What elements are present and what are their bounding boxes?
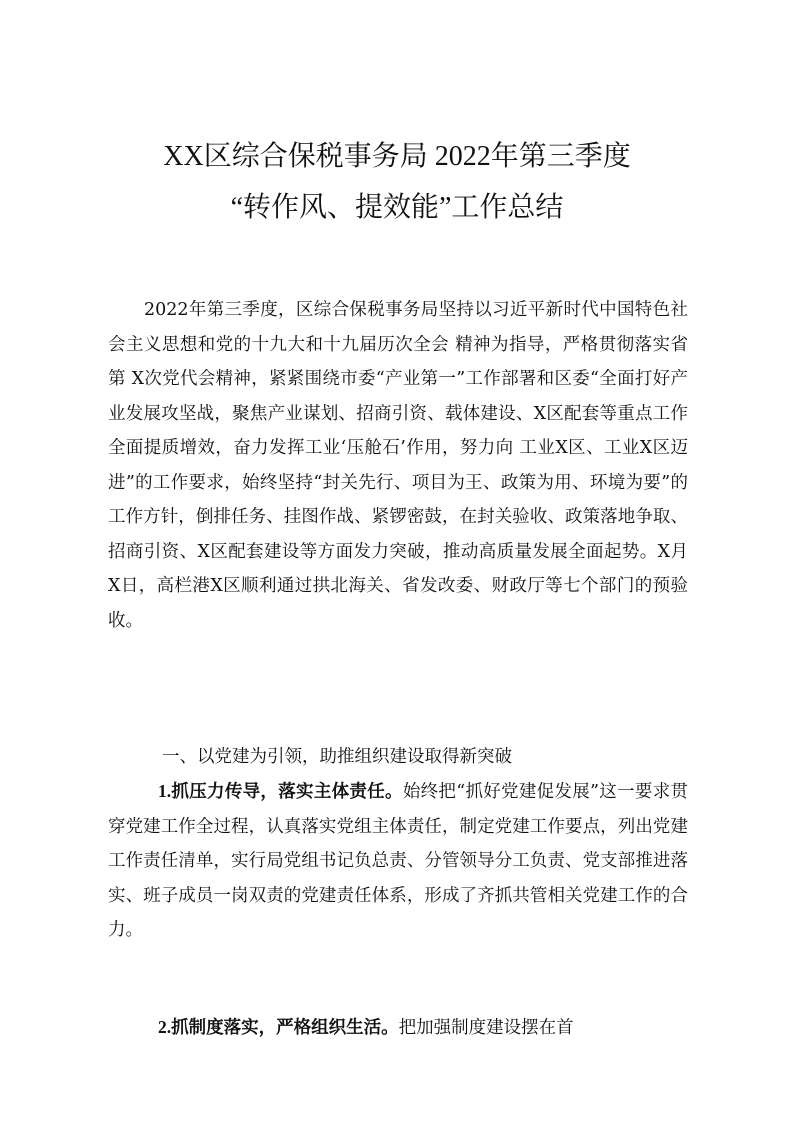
intro-paragraph: 2022年第三季度，区综合保税事务局坚持以习近平新时代中国特色社会主义思想和党的十九大和十九届历次全会 精神为指导，严格贯彻落实省第 X次党代会精神，紧紧围绕市委“产业第一”工作部署和区委“全面打好产业发展攻坚战，聚焦产业谋划、招商引资、载体建设、X区配套等重点工作全面提质增效，奋力发挥工业‘压舱石’作用，努力向 工业X区、工业X区迈进”的工作要求，始终坚持“封关先行、项目为王、政策为用、环境为要”的工作方针，倒排任务、挂图作战、紧锣密鼓，在封关验收、政策落地争取、招商引资、X区配套建设等方面发力突破，推动高质量发展全面起势。X月 X日，高栏港X区顺利通过拱北海关、省发改委、财政厅等七个部门的预验收。 bbox=[108, 300, 688, 631]
section-1-item-1-body: 始终把“抓好党建促发展”这一要求贯穿党建工作全过程，认真落实党组主体责任，制定党建工作要点，列出党建工作责任清单，实行局党组书记负总责、分管领导分工负责、党支部推进落实、班子成员一岗双责的党建责任体系，形成了齐抓共管相关党建工作的合力。 bbox=[108, 782, 688, 940]
section-1-item-2-paragraph bbox=[108, 1010, 688, 1046]
section-1-heading: 一、以党建为引领，助推组织建设取得新突破 bbox=[162, 747, 512, 767]
section-1-item-2-title: 2.抓制度落实，严格组织生活。 bbox=[158, 1017, 399, 1037]
document-title-line-1: XX区综合保税事务局 2022年第三季度 bbox=[163, 141, 631, 172]
section-1-item-2-body: 把加强制度建设摆在首 bbox=[398, 1018, 574, 1038]
document-title-line-2: “转作风、提效能”工作总结 bbox=[230, 192, 564, 223]
section-1-item-1-paragraph bbox=[108, 774, 688, 948]
section-1-item-1-title: 1.抓压力传导，落实主体责任。 bbox=[158, 781, 403, 801]
